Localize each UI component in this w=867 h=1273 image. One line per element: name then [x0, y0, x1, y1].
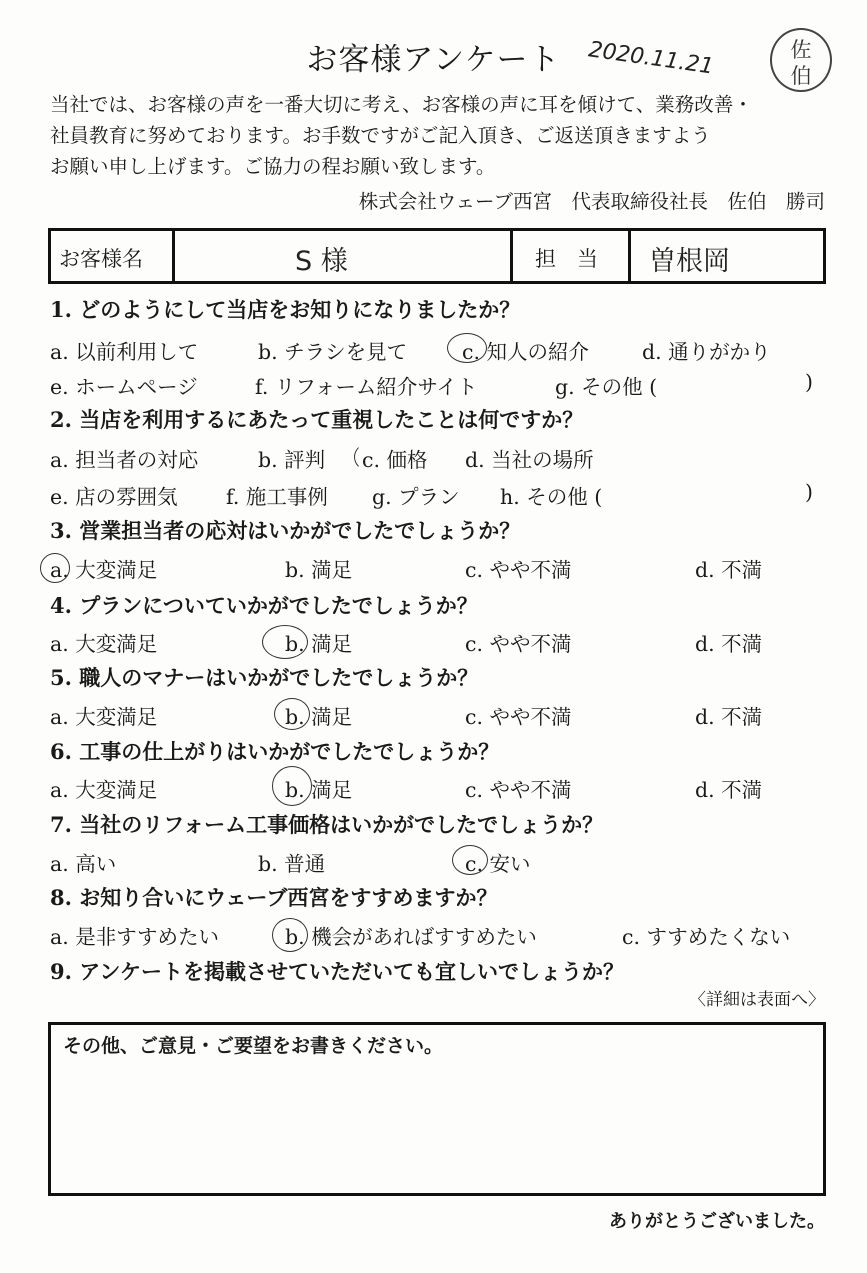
q3-option-d: d. 不満 [695, 558, 763, 582]
q1-circle-mark [447, 333, 487, 363]
q6-option-c: c. やや不満 [465, 778, 572, 802]
q5-option-b: b. 満足 [285, 705, 353, 729]
q2-option-a: a. 担当者の対応 [50, 448, 199, 472]
q2-option-d: d. 当社の場所 [465, 448, 594, 472]
q2-circle-mark [354, 443, 384, 471]
comment-label: その他、ご意見・ご要望をお書きください。 [63, 1035, 444, 1057]
question-7-title: 7. 当社のリフォーム工事価格はいかがでしたでしょうか？ [50, 812, 604, 837]
q3-circle-mark [40, 553, 70, 583]
staff-label-cell [513, 231, 631, 281]
detail-note: 〈詳細は表面へ〉 [689, 990, 825, 1010]
q7-option-c: c. 安い [465, 852, 531, 876]
q1-option-f: f. リフォーム紹介サイト [255, 375, 478, 399]
q7-circle-mark [452, 845, 488, 875]
q3-option-a: a. 大変満足 [50, 558, 158, 582]
staff-value: 曽根岡 [649, 246, 730, 277]
q4-option-b: b. 満足 [285, 632, 353, 656]
q2-option-g: g. プラン [372, 485, 460, 509]
q8-option-b: b. 機会があればすすめたい [285, 925, 537, 949]
handwritten-date: 2020.11.21 [586, 37, 716, 80]
q1-option-a: a. 以前利用して [50, 340, 199, 364]
customer-name-value: S 様 [295, 246, 348, 277]
q1-option-b: b. チラシを見て [258, 340, 408, 364]
page-title: お客様アンケート [306, 42, 561, 78]
q4-option-c: c. やや不満 [465, 632, 572, 656]
q1-option-c: c. 知人の紹介 [462, 340, 590, 364]
question-3-title: 3. 営業担当者の応対はいかがでしたでしょうか？ [50, 518, 521, 543]
seal-stamp [770, 28, 832, 92]
intro-line-1: 当社では、お客様の声を一番大切に考え、お客様の声に耳を傾けて、業務改善・ [50, 93, 753, 116]
q5-option-a: a. 大変満足 [50, 705, 158, 729]
q1-option-d: d. 通りがかり [642, 340, 771, 364]
customer-name-cell [175, 231, 513, 281]
question-2-title: 2. 当店を利用するにあたって重視したことは何ですか？ [50, 407, 584, 432]
q1-option-e: e. ホームページ [50, 375, 198, 399]
q1-option-g-close: ) [805, 370, 813, 394]
stamp-char-1: 佐 [790, 38, 812, 62]
q4-option-a: a. 大変満足 [50, 632, 158, 656]
q3-option-b: b. 満足 [285, 558, 353, 582]
question-6-title: 6. 工事の仕上がりはいかがでしたでしょうか？ [50, 739, 500, 764]
customer-name-label-cell [51, 231, 175, 281]
q4-circle-mark [262, 625, 308, 659]
stamp-char-2: 伯 [790, 64, 812, 88]
q2-option-h: h. その他 ( [500, 485, 603, 509]
q7-option-b: b. 普通 [258, 852, 326, 876]
q8-option-c: c. すすめたくない [622, 925, 791, 949]
q6-option-b: b. 満足 [285, 778, 353, 802]
q2-option-e: e. 店の雰囲気 [50, 485, 178, 509]
question-9-title: 9. アンケートを掲載させていただいても宜しいでしょうか？ [50, 959, 624, 984]
q4-option-d: d. 不満 [695, 632, 763, 656]
thanks-message: ありがとうございました。 [609, 1211, 825, 1232]
q5-circle-mark [274, 698, 310, 730]
question-1-title: 1. どのようにして当店をお知りになりましたか？ [50, 297, 521, 322]
q2-option-f: f. 施工事例 [226, 485, 328, 509]
q6-circle-mark [272, 766, 312, 806]
q2-option-b: b. 評判 [258, 448, 326, 472]
q8-option-a: a. 是非すすめたい [50, 925, 219, 949]
q6-option-a: a. 大変満足 [50, 778, 158, 802]
customer-info-table [48, 228, 826, 284]
intro-line-3: お願い申し上げます。ご協力の程お願い致します。 [50, 155, 496, 178]
q2-option-c: c. 価格 [362, 448, 428, 472]
q2-option-h-close: ) [805, 480, 813, 504]
question-4-title: 4. プランについていかがでしたでしょうか？ [50, 593, 478, 618]
q8-circle-mark [272, 918, 308, 952]
q5-option-d: d. 不満 [695, 705, 763, 729]
comment-box[interactable] [48, 1022, 826, 1196]
staff-label: 担 当 [535, 247, 598, 271]
q3-option-c: c. やや不満 [465, 558, 572, 582]
q1-option-g: g. その他 ( [555, 375, 658, 399]
question-5-title: 5. 職人のマナーはいかがでしたでしょうか？ [50, 665, 479, 690]
q5-option-c: c. やや不満 [465, 705, 572, 729]
q7-option-a: a. 高い [50, 852, 117, 876]
company-signature: 株式会社ウェーブ西宮 代表取締役社長 佐伯 勝司 [358, 190, 825, 213]
customer-name-label: お客様名 [59, 247, 143, 271]
q6-option-d: d. 不満 [695, 778, 763, 802]
question-8-title: 8. お知り合いにウェーブ西宮をすすめますか？ [50, 885, 498, 910]
staff-cell [631, 231, 823, 281]
intro-line-2: 社員教育に努めております。お手数ですがご記入頂き、ご返送頂きますよう [50, 124, 711, 147]
